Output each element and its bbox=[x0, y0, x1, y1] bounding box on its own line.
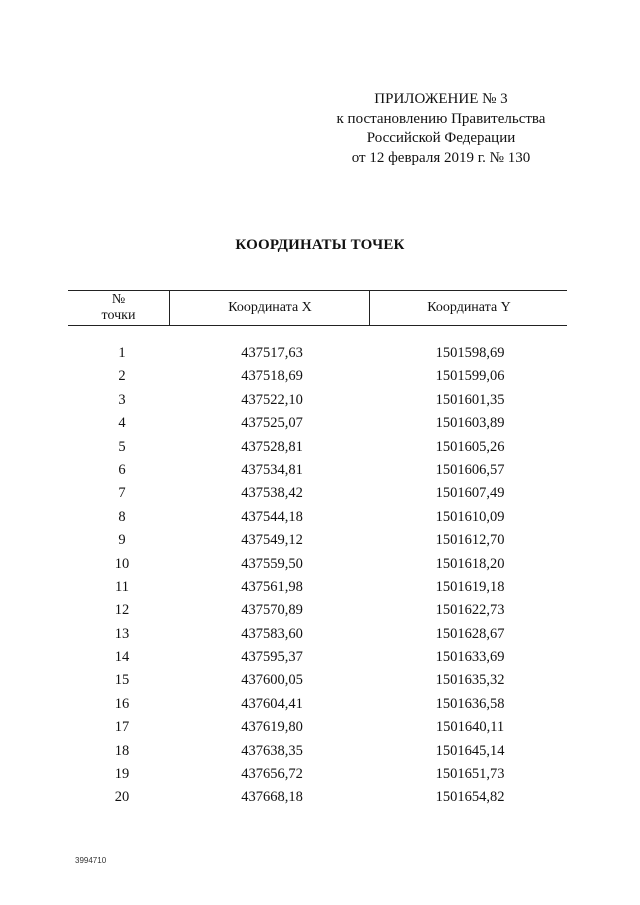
appendix-number: ПРИЛОЖЕНИЕ № 3 bbox=[374, 91, 508, 107]
table-row bbox=[68, 646, 567, 669]
table-row bbox=[68, 599, 567, 622]
cell-coordinate-x: 437583,60 bbox=[241, 625, 303, 642]
table-row bbox=[68, 763, 567, 786]
document-code: 3994710 bbox=[75, 856, 107, 865]
appendix-reference: к постановлению Правительства bbox=[336, 110, 546, 127]
cell-coordinate-y: 1501599,06 bbox=[435, 368, 505, 385]
table-row bbox=[68, 389, 567, 412]
table-row bbox=[68, 786, 567, 809]
cell-coordinate-x: 437668,18 bbox=[241, 789, 303, 806]
table-row bbox=[68, 529, 567, 552]
cell-point-number: 8 bbox=[118, 508, 126, 525]
cell-coordinate-x: 437544,18 bbox=[241, 508, 303, 525]
cell-coordinate-y: 1501606,57 bbox=[435, 461, 505, 478]
cell-coordinate-y: 1501635,32 bbox=[435, 672, 505, 689]
cell-coordinate-y: 1501645,14 bbox=[435, 742, 505, 759]
table-row bbox=[68, 342, 567, 365]
cell-coordinate-y: 1501636,58 bbox=[435, 695, 505, 712]
cell-coordinate-x: 437595,37 bbox=[241, 649, 303, 666]
table-row bbox=[68, 669, 567, 692]
cell-point-number: 14 bbox=[114, 649, 130, 666]
cell-coordinate-y: 1501603,89 bbox=[435, 415, 505, 432]
cell-point-number: 20 bbox=[114, 789, 130, 806]
cell-coordinate-x: 437528,81 bbox=[241, 438, 303, 455]
cell-coordinate-x: 437656,72 bbox=[241, 766, 303, 783]
cell-coordinate-x: 437561,98 bbox=[241, 578, 303, 595]
cell-point-number: 3 bbox=[118, 391, 126, 408]
cell-coordinate-y: 1501651,73 bbox=[435, 766, 505, 783]
header-point-label: точки bbox=[101, 308, 136, 323]
table-row bbox=[68, 436, 567, 459]
cell-coordinate-x: 437522,10 bbox=[241, 391, 303, 408]
appendix-date-number: от 12 февраля 2019 г. № 130 bbox=[351, 149, 531, 166]
cell-coordinate-y: 1501640,11 bbox=[435, 719, 505, 736]
cell-point-number: 10 bbox=[114, 555, 130, 572]
header-coordinate-y: Координата Y bbox=[369, 291, 568, 325]
cell-point-number: 7 bbox=[118, 485, 126, 502]
table-header bbox=[68, 290, 567, 326]
cell-point-number: 18 bbox=[114, 742, 130, 759]
cell-coordinate-x: 437559,50 bbox=[241, 555, 303, 572]
header-point-number bbox=[68, 291, 169, 325]
cell-coordinate-x: 437638,35 bbox=[241, 742, 303, 759]
cell-point-number: 2 bbox=[118, 368, 126, 385]
cell-point-number: 11 bbox=[115, 578, 129, 595]
appendix-authority: Российской Федерации bbox=[366, 130, 516, 146]
cell-point-number: 12 bbox=[114, 602, 130, 619]
cell-point-number: 17 bbox=[114, 719, 130, 736]
cell-coordinate-y: 1501601,35 bbox=[435, 391, 505, 408]
table-row bbox=[68, 459, 567, 482]
appendix-block bbox=[300, 90, 582, 168]
cell-coordinate-y: 1501654,82 bbox=[435, 789, 505, 806]
cell-coordinate-y: 1501607,49 bbox=[435, 485, 505, 502]
table-row bbox=[68, 412, 567, 435]
cell-point-number: 4 bbox=[118, 415, 126, 432]
cell-point-number: 13 bbox=[114, 625, 130, 642]
cell-point-number: 15 bbox=[114, 672, 130, 689]
table-row bbox=[68, 506, 567, 529]
cell-coordinate-x: 437525,07 bbox=[241, 415, 303, 432]
cell-point-number: 5 bbox=[118, 438, 126, 455]
cell-coordinate-y: 1501628,67 bbox=[435, 625, 505, 642]
cell-coordinate-y: 1501612,70 bbox=[435, 532, 505, 549]
cell-coordinate-y: 1501619,18 bbox=[435, 578, 505, 595]
table-row bbox=[68, 716, 567, 739]
coordinates-table-body bbox=[68, 342, 567, 810]
cell-coordinate-y: 1501622,73 bbox=[435, 602, 505, 619]
cell-coordinate-y: 1501633,69 bbox=[435, 649, 505, 666]
cell-coordinate-x: 437570,89 bbox=[241, 602, 303, 619]
table-row bbox=[68, 482, 567, 505]
table-row bbox=[68, 576, 567, 599]
cell-point-number: 6 bbox=[118, 461, 126, 478]
cell-point-number: 16 bbox=[114, 695, 130, 712]
cell-coordinate-x: 437604,41 bbox=[241, 695, 303, 712]
header-coordinate-x: Координата X bbox=[169, 291, 370, 325]
cell-coordinate-x: 437619,80 bbox=[241, 719, 303, 736]
cell-point-number: 19 bbox=[114, 766, 130, 783]
cell-coordinate-x: 437518,69 bbox=[241, 368, 303, 385]
cell-coordinate-x: 437534,81 bbox=[241, 461, 303, 478]
cell-coordinate-y: 1501598,69 bbox=[435, 345, 505, 361]
cell-coordinate-x: 437517,63 bbox=[241, 345, 303, 361]
cell-coordinate-y: 1501618,20 bbox=[435, 555, 505, 572]
table-row bbox=[68, 553, 567, 576]
cell-point-number: 9 bbox=[118, 532, 126, 549]
cell-coordinate-y: 1501605,26 bbox=[435, 438, 505, 455]
cell-point-number: 1 bbox=[118, 345, 126, 361]
table-row bbox=[68, 740, 567, 763]
header-number-sign: № bbox=[111, 292, 126, 307]
table-row bbox=[68, 623, 567, 646]
cell-coordinate-x: 437549,12 bbox=[241, 532, 303, 549]
page-title: КООРДИНАТЫ ТОЧЕК bbox=[235, 237, 405, 253]
cell-coordinate-x: 437538,42 bbox=[241, 485, 303, 502]
cell-coordinate-y: 1501610,09 bbox=[435, 508, 505, 525]
table-row bbox=[68, 693, 567, 716]
cell-coordinate-x: 437600,05 bbox=[241, 672, 303, 689]
table-row bbox=[68, 365, 567, 388]
